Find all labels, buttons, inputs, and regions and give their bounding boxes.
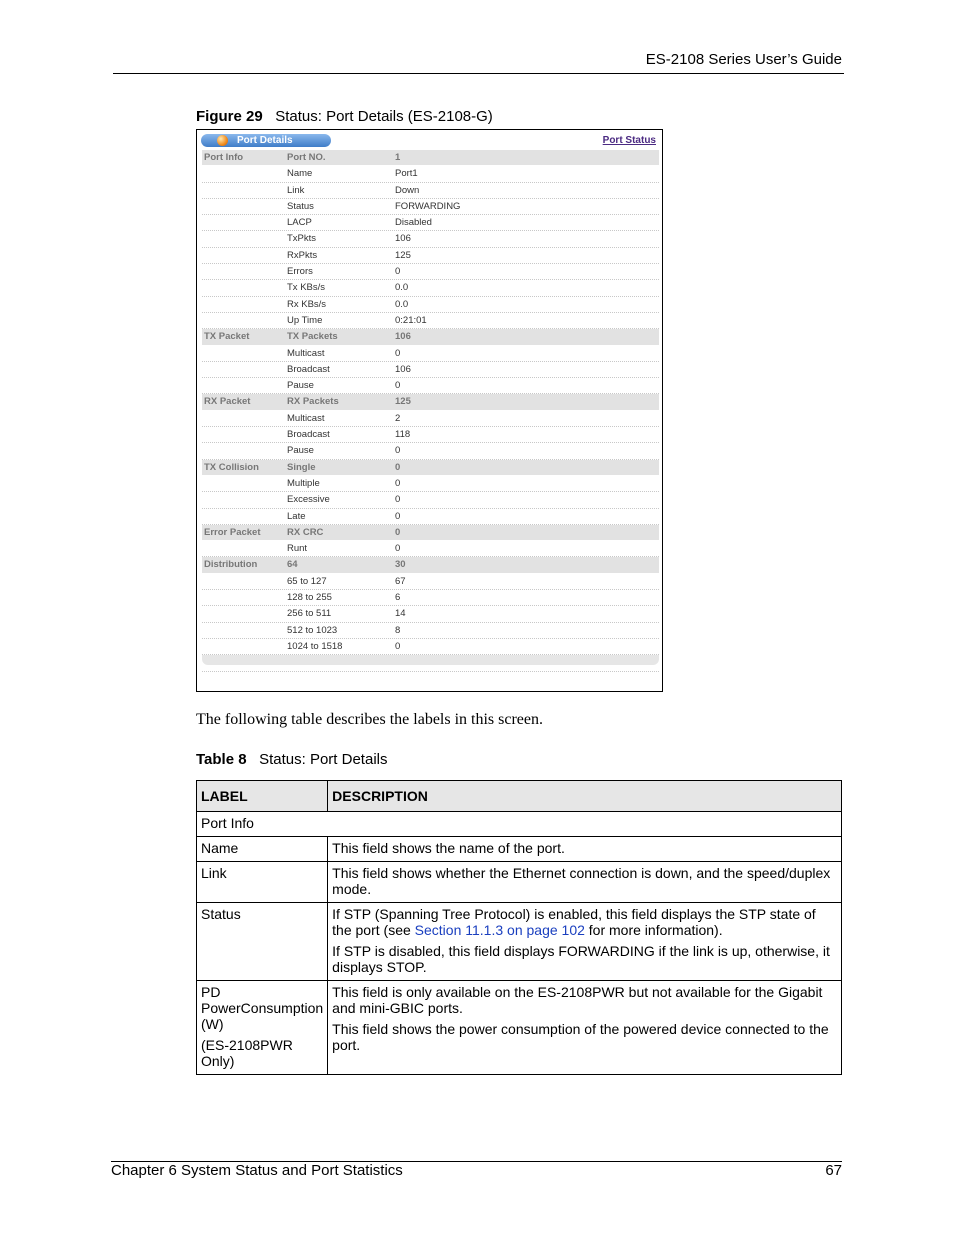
figure-caption bbox=[196, 108, 493, 125]
row-field: Pause bbox=[287, 380, 314, 392]
row-group: Distribution bbox=[204, 559, 258, 571]
row-value: 0 bbox=[395, 543, 401, 555]
footer-chapter: Chapter 6 System Status and Port Statistics bbox=[111, 1162, 403, 1179]
row-field: Errors bbox=[287, 266, 313, 278]
row-field: 256 to 511 bbox=[287, 608, 332, 620]
row-field: TxPkts bbox=[287, 233, 317, 245]
row-value: 0.0 bbox=[395, 298, 409, 310]
footer-page-number: 67 bbox=[825, 1162, 842, 1179]
row-field: Multiple bbox=[287, 477, 320, 489]
row-group: Port Info bbox=[204, 152, 244, 163]
row-field: 65 to 127 bbox=[287, 575, 327, 587]
port-detail-row bbox=[202, 215, 659, 231]
row-value: 0 bbox=[395, 526, 401, 538]
section-link[interactable]: Section 11.1.3 on page 102 bbox=[414, 922, 585, 938]
table-row bbox=[197, 837, 842, 862]
row-label: Status bbox=[197, 903, 328, 981]
row-value: 125 bbox=[395, 249, 411, 261]
row-value: 0 bbox=[395, 494, 401, 506]
port-detail-row bbox=[202, 394, 659, 410]
row-value: FORWARDING bbox=[395, 200, 461, 212]
row-field: Broadcast bbox=[287, 429, 330, 441]
row-value: 14 bbox=[395, 608, 406, 620]
port-detail-row bbox=[202, 639, 659, 655]
port-detail-row bbox=[202, 557, 659, 573]
row-field: Tx KBs/s bbox=[287, 282, 326, 294]
row-field: Pause bbox=[287, 445, 314, 457]
row-value: 0 bbox=[395, 477, 401, 489]
table-caption bbox=[196, 751, 387, 768]
row-field: Rx KBs/s bbox=[287, 298, 327, 310]
row-field: Multicast bbox=[287, 412, 325, 424]
port-details-table bbox=[202, 150, 659, 672]
table-label: Table 8 bbox=[196, 751, 247, 768]
row-description bbox=[328, 981, 842, 1075]
row-value: 2 bbox=[395, 412, 401, 424]
port-detail-row bbox=[202, 264, 659, 280]
intro-text: The following table describes the labels in this screen. bbox=[196, 711, 544, 728]
row-field: 64 bbox=[287, 559, 298, 571]
row-description bbox=[328, 862, 842, 903]
row-value: 0 bbox=[395, 640, 401, 652]
table-row bbox=[197, 981, 842, 1075]
row-value: Disabled bbox=[395, 217, 432, 229]
port-detail-row bbox=[202, 460, 659, 476]
port-status-link[interactable]: Port Status bbox=[602, 135, 656, 146]
row-field: 512 to 1023 bbox=[287, 624, 338, 636]
port-detail-row bbox=[202, 329, 659, 345]
port-detail-row bbox=[202, 525, 659, 541]
row-value: 0 bbox=[395, 461, 401, 473]
row-value: 0 bbox=[395, 266, 401, 278]
tab-bar bbox=[201, 134, 657, 148]
orb-icon bbox=[217, 135, 228, 146]
desc-paragraph: This field shows the power consumption of the powered device connected to the port. bbox=[332, 1021, 829, 1053]
port-detail-row bbox=[202, 541, 659, 557]
port-detail-row bbox=[202, 150, 659, 166]
row-value: 30 bbox=[395, 559, 406, 571]
port-detail-row bbox=[202, 183, 659, 199]
port-detail-row bbox=[202, 297, 659, 313]
port-detail-row bbox=[202, 248, 659, 264]
port-detail-row bbox=[202, 166, 659, 182]
figure-title: Status: Port Details (ES-2108-G) bbox=[275, 108, 493, 125]
table-row bbox=[197, 903, 842, 981]
desc-paragraph: This field is only available on the ES-2108PWR but not available for the Gigabit and mini-GBIC ports. bbox=[332, 984, 823, 1016]
table-title: Status: Port Details bbox=[259, 751, 388, 768]
row-field: LACP bbox=[287, 217, 312, 229]
label-line: PD PowerConsumption (W) bbox=[201, 984, 324, 1032]
row-field: Status bbox=[287, 200, 314, 212]
row-field: RxPkts bbox=[287, 249, 318, 261]
row-value: 0 bbox=[395, 380, 401, 392]
row-field: Broadcast bbox=[287, 363, 330, 375]
row-value: 106 bbox=[395, 363, 411, 375]
row-field: Name bbox=[287, 168, 313, 180]
port-detail-row bbox=[202, 313, 659, 329]
desc-text: for more information). bbox=[584, 922, 723, 938]
tab-label: Port Details bbox=[237, 135, 293, 146]
desc-paragraph: This field shows whether the Ethernet connection is down, and the speed/duplex mode. bbox=[332, 865, 831, 897]
row-label bbox=[197, 981, 328, 1075]
desc-paragraph bbox=[332, 906, 837, 938]
row-value: 1 bbox=[395, 152, 401, 163]
row-value: 67 bbox=[395, 575, 406, 587]
port-detail-row bbox=[202, 492, 659, 508]
row-field: Late bbox=[287, 510, 306, 522]
row-value: 0 bbox=[395, 510, 401, 522]
row-value: 0 bbox=[395, 445, 401, 457]
section-port-info: Port Info bbox=[197, 812, 842, 837]
row-value: Port1 bbox=[395, 168, 418, 180]
row-field: Excessive bbox=[287, 494, 330, 506]
port-details-screenshot bbox=[196, 129, 663, 692]
desc-paragraph: If STP is disabled, this field displays FORWARDING if the link is up, otherwise, it displays STOP. bbox=[332, 943, 830, 975]
row-field: TX Packets bbox=[287, 331, 338, 343]
port-detail-row bbox=[202, 362, 659, 378]
label-line: (ES-2108PWR Only) bbox=[201, 1037, 293, 1069]
row-value: 106 bbox=[395, 233, 411, 245]
table-footer-bar bbox=[202, 655, 659, 665]
row-value: 118 bbox=[395, 429, 411, 441]
row-field: Multicast bbox=[287, 347, 325, 359]
description-table bbox=[196, 780, 842, 1075]
figure-label: Figure 29 bbox=[196, 108, 263, 125]
row-group: RX Packet bbox=[204, 396, 251, 408]
row-label: Name bbox=[197, 837, 328, 862]
row-field: 1024 to 1518 bbox=[287, 640, 343, 652]
port-detail-row bbox=[202, 623, 659, 639]
col-label-header: LABEL bbox=[197, 781, 328, 812]
row-label: Link bbox=[197, 862, 328, 903]
row-value: 125 bbox=[395, 396, 411, 408]
port-detail-row bbox=[202, 427, 659, 443]
row-value: 0:21:01 bbox=[395, 314, 427, 326]
row-value: 106 bbox=[395, 331, 411, 343]
row-group: Error Packet bbox=[204, 526, 261, 538]
table-header-row bbox=[197, 781, 842, 812]
page-header-title: ES-2108 Series User’s Guide bbox=[645, 51, 842, 68]
row-value: 6 bbox=[395, 592, 401, 604]
row-field: Single bbox=[287, 461, 316, 473]
row-field: Runt bbox=[287, 543, 308, 555]
row-description: This field shows the name of the port. bbox=[328, 837, 842, 862]
row-field: RX Packets bbox=[287, 396, 339, 408]
row-value: Down bbox=[395, 184, 420, 196]
header-rule bbox=[113, 73, 844, 74]
row-field: Port NO. bbox=[287, 152, 326, 163]
table-row bbox=[197, 862, 842, 903]
table-row bbox=[197, 812, 842, 837]
port-detail-row bbox=[202, 346, 659, 362]
port-detail-row bbox=[202, 411, 659, 427]
port-detail-row bbox=[202, 443, 659, 459]
port-detail-row bbox=[202, 378, 659, 394]
port-detail-row bbox=[202, 606, 659, 622]
row-value: 8 bbox=[395, 624, 401, 636]
row-value: 0.0 bbox=[395, 282, 409, 294]
desc-text: If STP (Spanning Tree Protocol) is enabled, this field displays the STP state of the port (see bbox=[332, 906, 816, 938]
port-detail-row bbox=[202, 231, 659, 247]
port-detail-row bbox=[202, 199, 659, 215]
row-field: 128 to 255 bbox=[287, 592, 332, 604]
row-description bbox=[328, 903, 842, 981]
port-detail-row bbox=[202, 590, 659, 606]
row-field: Up Time bbox=[287, 314, 323, 326]
row-value: 0 bbox=[395, 347, 401, 359]
port-detail-row bbox=[202, 509, 659, 525]
row-field: Link bbox=[287, 184, 305, 196]
port-detail-row bbox=[202, 280, 659, 296]
row-group: TX Packet bbox=[204, 331, 250, 343]
row-field: RX CRC bbox=[287, 526, 324, 538]
tab-port-details[interactable] bbox=[201, 134, 331, 147]
row-group: TX Collision bbox=[204, 461, 259, 473]
col-description-header: DESCRIPTION bbox=[328, 781, 842, 812]
port-detail-row bbox=[202, 574, 659, 590]
port-detail-row bbox=[202, 476, 659, 492]
